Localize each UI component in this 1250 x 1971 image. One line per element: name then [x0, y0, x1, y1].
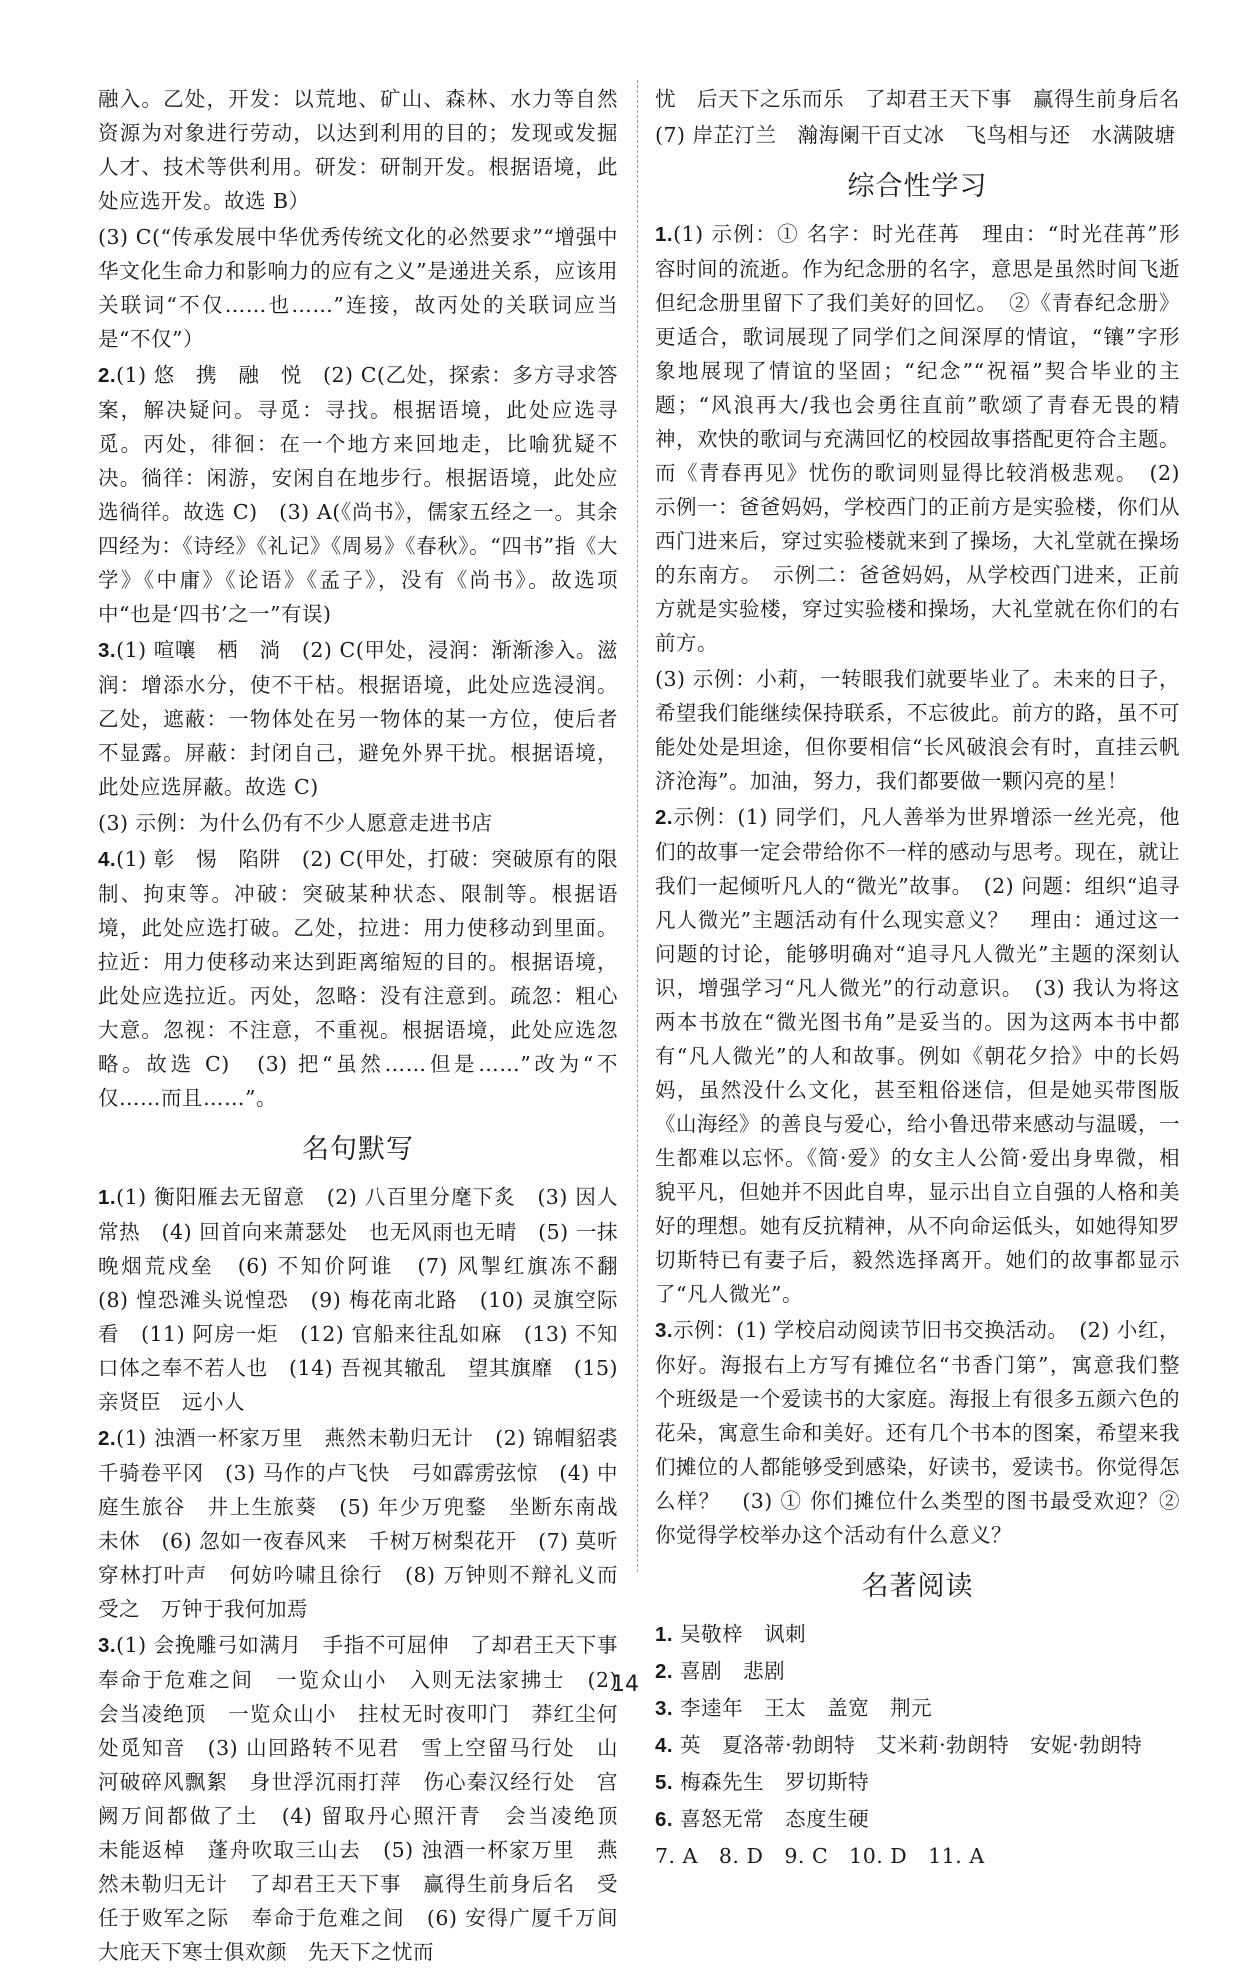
answer-text: 喜剧 悲剧 — [680, 1659, 786, 1683]
answer-text: (1) 彰 惕 陷阱 (2) C(甲处，打破：突破原有的限制、拘束等。冲破：突破某种状态、限制等。根据语境，此处应选打破。乙处，拉进：用力使移动到里面。拉近：用力使移动来达到距离缩短的目的。根据语境，此处应选拉近。丙处，忽略：没有注意到。疏忽：粗心大意。忽视：不注意，不重视。根据语境，此处应选忽略。故选 C) (3) 把“虽然……但是……”改为“不仅……而且……”。 — [98, 847, 618, 1110]
question-number: 1. — [655, 223, 674, 246]
answer-text: 李逵年 王太 盖宽 荆元 — [680, 1696, 933, 1720]
answer-text: 吴敬梓 讽刺 — [680, 1622, 807, 1646]
question-number: 1. — [98, 1186, 117, 1209]
answer-text: 喜怒无常 态度生硬 — [680, 1807, 870, 1831]
section-title-zonghe: 综合性学习 — [847, 171, 988, 202]
answer-2 — [98, 358, 618, 631]
answer-text: 示例：(1) 同学们，凡人善举为世界增添一丝光亮，他们的故事一定会带给你不一样的感动与思考。现在，就让我们一起倾听凡人的“微光”故事。 (2) 问题：组织“追寻凡人微光”主题活动有什么现实意义？ 理由：通过这一问题的讨论，能够明确对“追寻凡人微光”主题的深刻认识，增强学习“凡人微光”的行动意识。 (3) 我认为将这两本书放在“微光图书角”是妥当的。因为这两本书中都有“凡人微光”的人和故事。例如《朝花夕拾》中的长妈妈，虽然没什么文化，甚至粗俗迷信，但是她买带图版《山海经》的善良与爱心，给小鲁迅带来感动与温暖，一生都难以忘怀。《简·爱》的女主人公简·爱出身卑微，相貌平凡，但她并不因此自卑，显示出自立自强的人格和美好的理想。她有反抗精神，从不向命运低头，如她得知罗切斯特已有妻子后，毅然选择离开。她们的故事都显示了“凡人微光”。 — [655, 805, 1180, 1306]
question-number: 2. — [655, 806, 674, 829]
right-column — [655, 82, 1180, 1875]
section-title-mingju: 名句默写 — [302, 1134, 414, 1165]
answer-text: (1) 浊酒一杯家万里 燕然未勒归无计 (2) 锦帽貂裘 千骑卷平冈 (3) 马作的卢飞快 弓如霹雳弦惊 (4) 中庭生旅谷 井上生旅葵 (5) 年少万兜鍪 坐断东南战未休 (6) 忽如一夜春风来 千树万树梨花开 (7) 莫听穿林打叶声 何妨吟啸且徐行 (8) 万钟则不辩礼义而受之 万钟于我何加焉 — [98, 1426, 639, 1621]
answer-3 — [98, 633, 618, 804]
question-number: 4. — [655, 1734, 674, 1757]
paragraph: (7) 岸芷汀兰 瀚海阑干百丈冰 飞鸟相与还 水满陂塘 — [655, 123, 1176, 147]
answer-z3 — [655, 1313, 1180, 1552]
answer-m2 — [98, 1421, 639, 1626]
answer-text: (1) 示例：① 名字：时光荏苒 理由：“时光荏苒”形容时间的流逝。作为纪念册的名字，意思是虽然时间飞逝但纪念册里留下了我们美好的回忆。 ②《青春纪念册》更适合，歌词展现了同学们之间深厚的情谊，“镶”字形象地展现了情谊的坚固；“纪念”“祝福”契合毕业的主题；“风浪再大/我也会勇往直前”歌颂了青春无畏的精神，欢快的歌词与充满回忆的校园故事搭配更符合主题。而《青春再见》忧伤的歌词则显得比较消极悲观。 (2) 示例一：爸爸妈妈，学校西门的正前方是实验楼，你们从西门进来后，穿过实验楼就来到了操场，大礼堂就在操场的东南方。 示例二：爸爸妈妈，从学校西门进来，正前方就是实验楼，穿过实验楼和操场，大礼堂就在你们的右前方。 — [655, 222, 1180, 655]
answer-n4 — [655, 1728, 1180, 1763]
question-number: 5. — [655, 1771, 674, 1794]
answer-n6 — [655, 1802, 1180, 1837]
question-number: 2. — [655, 1660, 674, 1683]
question-number: 3. — [655, 1697, 674, 1720]
answer-text: (1) 会挽雕弓如满月 手指不可屈伸 了却君王天下事 奉命于危难之间 一览众山小 入则无法家拂士 (2) 会当凌绝顶 一览众山小 拄杖无时夜叩门 莽红尘何处觅知音 (3) 山回路转不见君 雪上空留马行处 山河破碎风飘絮 身世浮沉雨打萍 伤心秦汉经行处 宫阙万间都做了土 (4) 留取丹心照汗青 会当凌绝顶 未能返棹 蓬舟吹取三山去 (5) 浊酒一杯家万里 燕然未勒归无计 了却君王天下事 赢得生前身后名 受任于败军之际 奉命于危难之间 (6) 安得广厦千万间 大庇天下寒士俱欢颜 先天下之忧而 — [98, 1633, 639, 1964]
answer-text: (1) 衡阳雁去无留意 (2) 八百里分麾下炙 (3) 因人常热 (4) 回首向来萧瑟处 也无风雨也无晴 (5) 一抹晚烟荒戍垒 (6) 不知价阿谁 (7) 风掣红旗冻不翻 (8) 惶恐滩头说惶恐 (9) 梅花南北路 (10) 灵旗空际看 (11) 阿房一炬 (12) 官船来往乱如麻 (13) 不知口体之奉不若人也 (14) 吾视其辙乱 望其旗靡 (15) 亲贤臣 远小人 — [98, 1185, 639, 1414]
paragraph: 忧 后天下之乐而乐 了却君王天下事 赢得生前身后名 — [655, 87, 1180, 111]
answer-n7-choices: 7. A 8. D 9. C 10. D 11. A — [655, 1844, 985, 1868]
question-number: 3. — [98, 1634, 117, 1657]
question-number: 2. — [98, 364, 117, 387]
answer-z2 — [655, 800, 1180, 1311]
column-divider — [637, 80, 638, 1572]
question-number: 4. — [98, 848, 117, 871]
answer-text: (1) 悠 携 融 悦 (2) C(乙处，探索：多方寻求答案，解决疑问。寻觅：寻找。根据语境，此处应选寻觅。丙处，徘徊：在一个地方来回地走，比喻犹疑不决。徜徉：闲游，安闲自在地步行。根据语境，此处应选徜徉。故选 C) (3) A(《尚书》，儒家五经之一。其余四经为：《诗经》《礼记》《周易》《春秋》。“四书”指《大学》《中庸》《论语》《孟子》，没有《尚书》。故选项中“也是‘四书’之一”有误) — [98, 363, 618, 626]
paragraph: (3) 示例：为什么仍有不少人愿意走进书店 — [98, 811, 493, 835]
answer-text: 示例：(1) 学校启动阅读节旧书交换活动。 (2) 小红，你好。海报右上方写有摊位名“书香门第”，寓意我们整个班级是一个爱读书的大家庭。海报上有很多五颜六色的花朵，寓意生命和美好。还有几个书本的图案，希望来我们摊位的人都能够受到感染，好读书，爱读书。你觉得怎么样？ (3) ① 你们摊位什么类型的图书最受欢迎？② 你觉得学校举办这个活动有什么意义？ — [655, 1318, 1180, 1547]
paragraph: (3) C(“传承发展中华优秀传统文化的必然要求”“增强中华文化生命力和影响力的应有之义”是递进关系，应该用关联词“不仅……也……”连接，故丙处的关联词应当是“不仅”） — [98, 225, 618, 351]
page-number: 14 — [611, 1672, 639, 1697]
question-number: 1. — [655, 1623, 674, 1646]
answer-text: 梅森先生 罗切斯特 — [680, 1770, 870, 1794]
question-number: 2. — [98, 1427, 117, 1450]
answer-text: (1) 喧嚷 栖 淌 (2) C(甲处，浸润：渐渐渗入。滋润：增添水分，使不干枯。根据语境，此处应选浸润。乙处，遮蔽：一物体处在另一物体的某一方位，使后者不显露。屏蔽：封闭自己，避免外界干扰。根据语境，此处应选屏蔽。故选 C) — [98, 638, 618, 799]
answer-n5 — [655, 1765, 1180, 1800]
question-number: 3. — [98, 639, 117, 662]
answer-m1 — [98, 1180, 639, 1419]
question-number: 3. — [655, 1319, 674, 1342]
paragraph: 融入。乙处，开发：以荒地、矿山、森林、水力等自然资源为对象进行劳动，以达到利用的目的；发现或发掘人才、技术等供利用。研发：研制开发。根据语境，此处应选开发。故选 B） — [98, 87, 618, 213]
section-title-mingzhu: 名著阅读 — [861, 1571, 974, 1602]
answer-n1 — [655, 1617, 1180, 1652]
answer-text: 英 夏洛蒂·勃朗特 艾米莉·勃朗特 安妮·勃朗特 — [680, 1733, 1143, 1757]
answer-z1 — [655, 217, 1180, 660]
answer-4 — [98, 842, 618, 1115]
paragraph: (3) 示例：小莉，一转眼我们就要毕业了。未来的日子，希望我们能继续保持联系，不忘彼此。前方的路，虽不可能处处是坦途，但你要相信“长风破浪会有时，直挂云帆济沧海”。加油，努力，我们都要做一颗闪亮的星！ — [655, 667, 1180, 793]
question-number: 6. — [655, 1808, 674, 1831]
